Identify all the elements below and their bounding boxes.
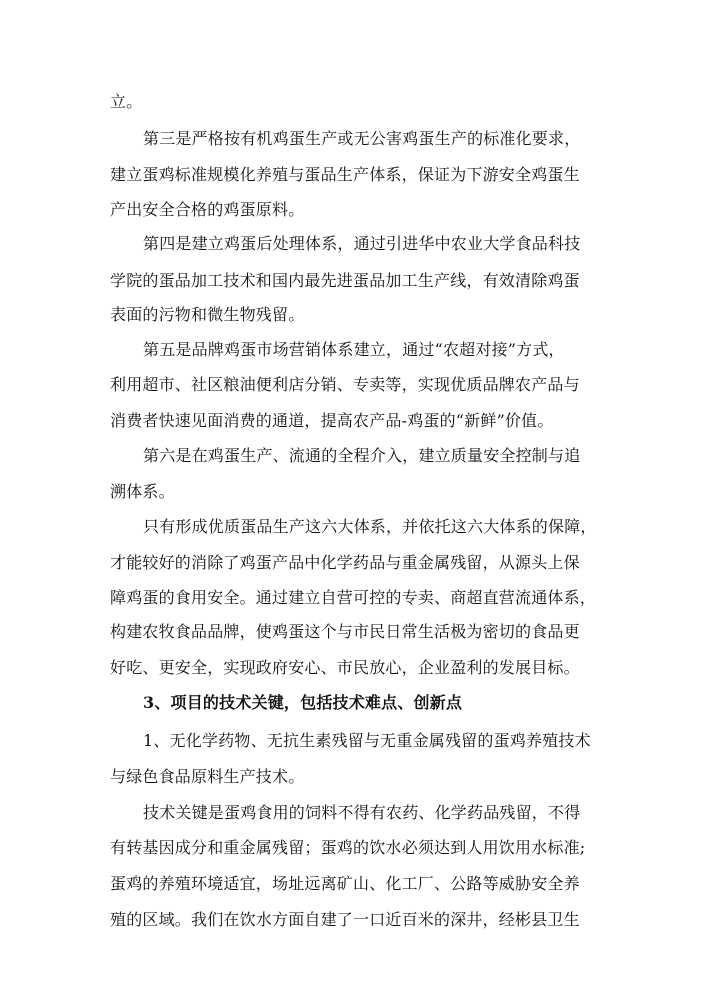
text-line: 殖的区域。我们在饮水方面自建了一口近百米的深井，经彬县卫生 [110,910,580,929]
text-line: 障鸡蛋的食用安全。通过建立自营可控的专卖、商超直营流通体系， [110,588,597,607]
text-line: 产出安全合格的鸡蛋原料。 [110,200,305,219]
text-line: 才能较好的消除了鸡蛋产品中化学药品与重金属残留，从源头上保 [110,553,580,572]
text-line: 溯体系。 [110,482,175,501]
text-line: 学院的蛋品加工技术和国内最先进蛋品加工生产线，有效清除鸡蛋 [110,271,580,290]
text-line: 立。 [110,92,143,111]
paragraph-start-line: 1、无化学药物、无抗生素残留与无重金属残留的蛋鸡养殖技术 [143,731,591,750]
paragraph-start-line: 第五是品牌鸡蛋市场营销体系建立，通过“农超对接”方式， [143,340,565,359]
paragraph-start-line: 第六是在鸡蛋生产、流通的全程介入，建立质量安全控制与追 [143,446,581,465]
text-line: 表面的污物和微生物残留。 [110,305,305,324]
text-line: 有转基因成分和重金属残留；蛋鸡的饮水必须达到人用饮用水标准; [110,838,586,857]
paragraph-start-line: 只有形成优质蛋品生产这六大体系，并依托这六大体系的保障， [143,517,597,536]
paragraph-start-line: 技术关键是蛋鸡食用的饲料不得有农药、化学药品残留，不得 [143,803,581,822]
text-line: 好吃、更安全，实现政府安心、市民放心，企业盈利的发展目标。 [110,658,580,677]
paragraph-start-line: 第四是建立鸡蛋后处理体系，通过引进华中农业大学食品科技 [143,234,581,253]
section-heading: 3、项目的技术关键，包括技术难点、创新点 [143,693,463,712]
text-line: 消费者快速见面消费的通道，提高农产品-鸡蛋的“新鲜”价值。 [110,411,554,430]
text-line: 构建农牧食品品牌，使鸡蛋这个与市民日常生活极为密切的食品更 [110,622,580,641]
paragraph-start-line: 第三是严格按有机鸡蛋生产或无公害鸡蛋生产的标准化要求， [143,129,581,148]
text-line: 利用超市、社区粮油便利店分销、专卖等，实现优质品牌农产品与 [110,375,580,394]
text-line: 建立蛋鸡标准规模化养殖与蛋品生产体系，保证为下游安全鸡蛋生 [110,165,580,184]
text-line: 蛋鸡的养殖环境适宜，场址远离矿山、化工厂、公路等威胁安全养 [110,874,580,893]
text-line: 与绿色食品原料生产技术。 [110,767,305,786]
